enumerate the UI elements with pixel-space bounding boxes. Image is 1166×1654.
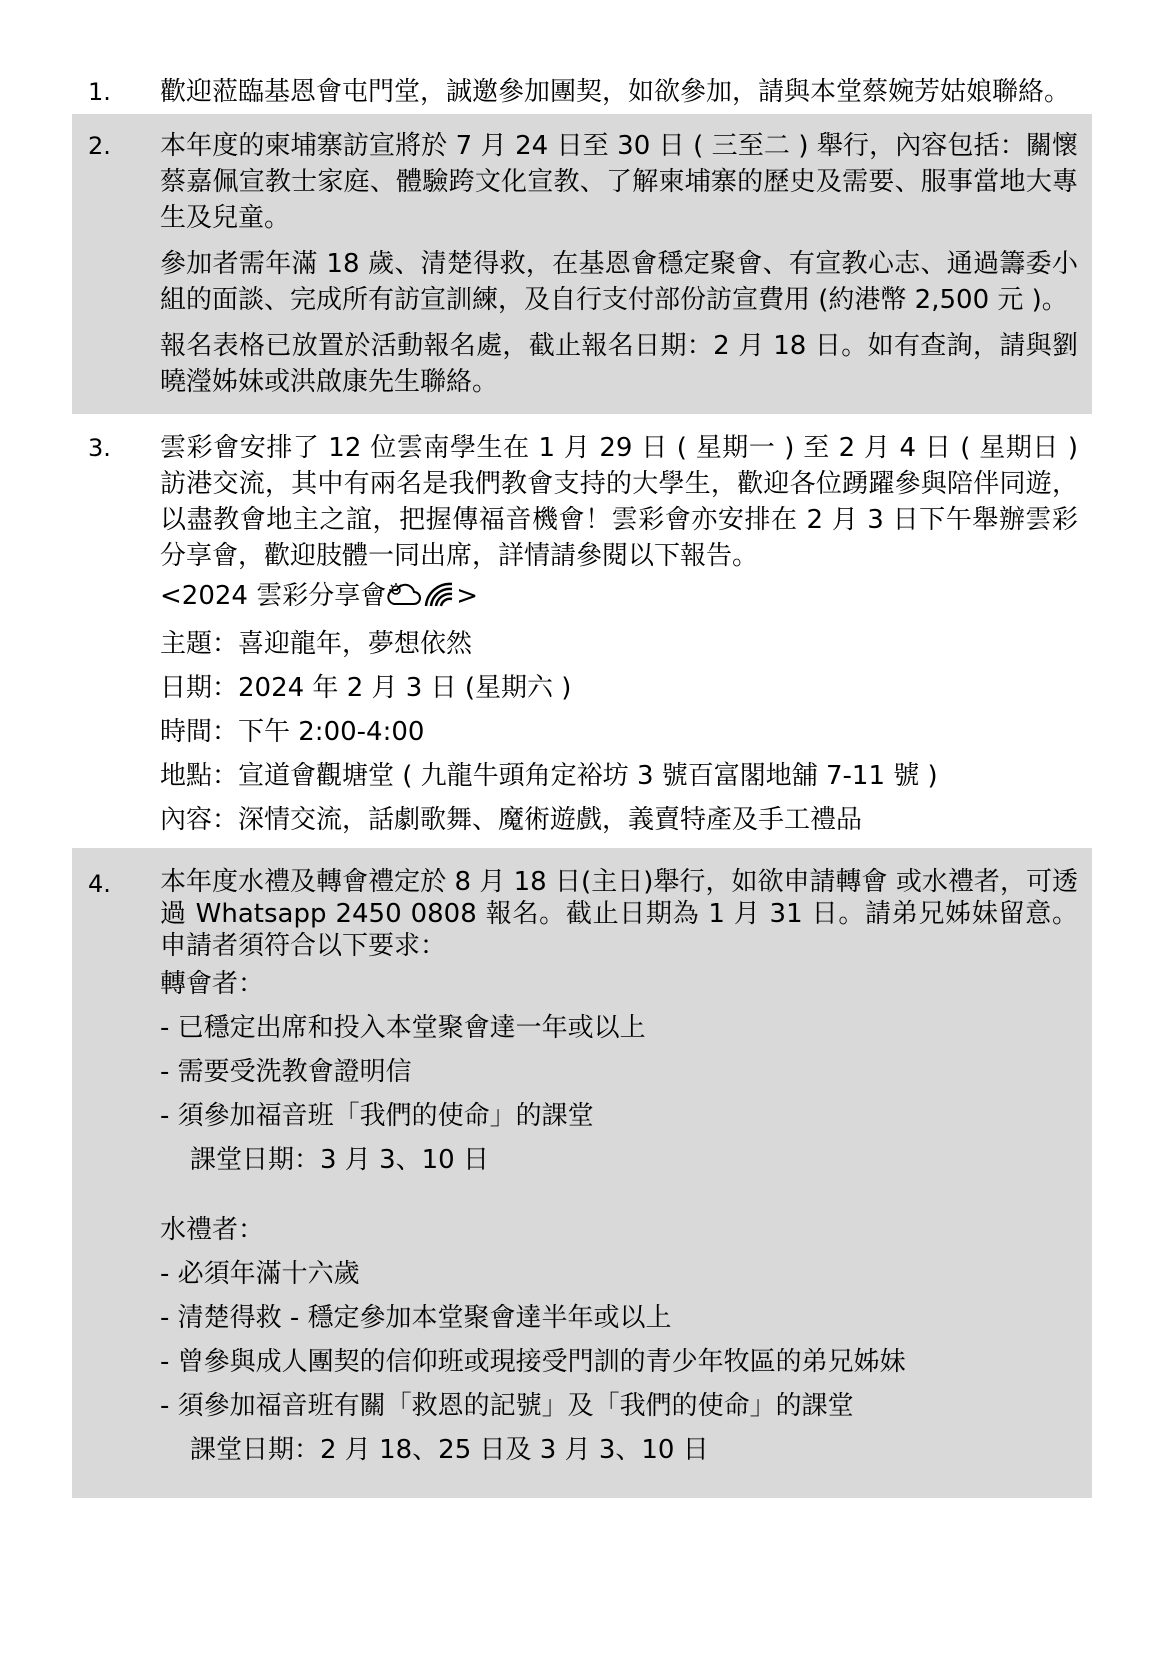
event-venue: 地點：宣道會觀塘堂 ( 九龍牛頭角定裕坊 3 號百富閣地舖 7-11 號 ) — [160, 761, 938, 791]
item-number: 2. — [88, 132, 111, 160]
baptism-class-dates: 課堂日期：2 月 18、25 日及 3 月 3、10 日 — [190, 1435, 709, 1465]
item-paragraph: 報名表格已放置於活動報名處，截止報名日期：2 月 18 日。如有查詢，請與劉曉瀅姊妹或洪啟康先生聯絡。 — [160, 331, 1078, 397]
event-theme: 主題：喜迎龍年，夢想依然 — [160, 629, 473, 659]
item-paragraph: 雲彩會安排了 12 位雲南學生在 1 月 29 日 ( 星期一 ) 至 2 月 4 日 ( 星期日 ) 訪港交流，其中有兩名是我們教會支持的大學生，歡迎各位踴躍參與陪伴同遊，以盡教會地主之誼，把握傳福音機會！雲彩會亦安排在 2 月 3 日下午舉辦雲彩分享會，歡迎肢體一同出席，詳情請參閱以下報告。 — [160, 433, 1078, 571]
transfer-requirement: - 已穩定出席和投入本堂聚會達一年或以上 — [160, 1013, 646, 1043]
announcement-item-2 — [72, 114, 1092, 414]
event-content: 內容：深情交流，話劇歌舞、魔術遊戲，義賣特產及手工禮品 — [160, 805, 863, 835]
announcements-page — [72, 70, 1092, 1498]
announcement-item-4 — [72, 848, 1092, 1498]
baptism-requirement: - 曾參與成人團契的信仰班或現接受門訓的青少年牧區的弟兄姊妹 — [160, 1347, 906, 1377]
item-number: 4. — [88, 870, 111, 898]
cloud-icon — [386, 578, 422, 622]
item-paragraph: 本年度水禮及轉會禮定於 8 月 18 日(主日)舉行，如欲申請轉會 或水禮者，可透過 Whatsapp 2450 0808 報名。截止日期為 1 月 31 日。請弟兄姊妹留意。 申請者須符合以下要求： — [160, 867, 1078, 961]
event-time: 時間：下午 2:00-4:00 — [160, 717, 425, 747]
event-date: 日期：2024 年 2 月 3 日 (星期六 ) — [160, 673, 572, 703]
transfer-class-dates: 課堂日期：3 月 3、10 日 — [190, 1145, 489, 1175]
rainbow-icon — [422, 578, 456, 622]
transfer-requirement: - 需要受洗教會證明信 — [160, 1057, 412, 1087]
item-paragraph: 歡迎蒞臨基恩會屯門堂，誠邀參加團契，如欲參加，請與本堂蔡婉芳姑娘聯絡。 — [160, 77, 1071, 107]
item-number: 1. — [88, 78, 111, 106]
event-heading-text: <2024 雲彩分享會 — [160, 581, 387, 611]
announcement-item-3 — [72, 414, 1092, 848]
event-heading — [160, 574, 1078, 622]
item-number: 3. — [88, 434, 111, 462]
baptism-requirement: - 必須年滿十六歲 — [160, 1259, 360, 1289]
transfer-heading: 轉會者： — [160, 969, 265, 999]
baptism-requirement: - 清楚得救 - 穩定參加本堂聚會達半年或以上 — [160, 1303, 672, 1333]
event-heading-close: > — [456, 581, 479, 611]
item-paragraph: 本年度的柬埔寨訪宣將於 7 月 24 日至 30 日 ( 三至二 ) 舉行，內容包括：關懷蔡嘉佩宣教士家庭、體驗跨文化宣教、了解柬埔寨的歷史及需要、服事當地大專生及兒童。 — [160, 131, 1078, 233]
baptism-heading: 水禮者： — [160, 1215, 265, 1245]
item-paragraph: 參加者需年滿 18 歲、清楚得救，在基恩會穩定聚會、有宣教心志、通過籌委小組的面談、完成所有訪宣訓練，及自行支付部份訪宣費用 (約港幣 2,500 元 )。 — [160, 249, 1078, 315]
announcement-item-1 — [72, 70, 1092, 114]
transfer-requirement: - 須參加福音班「我們的使命」的課堂 — [160, 1101, 594, 1131]
baptism-requirement: - 須參加福音班有關「救恩的記號」及「我們的使命」的課堂 — [160, 1391, 854, 1421]
